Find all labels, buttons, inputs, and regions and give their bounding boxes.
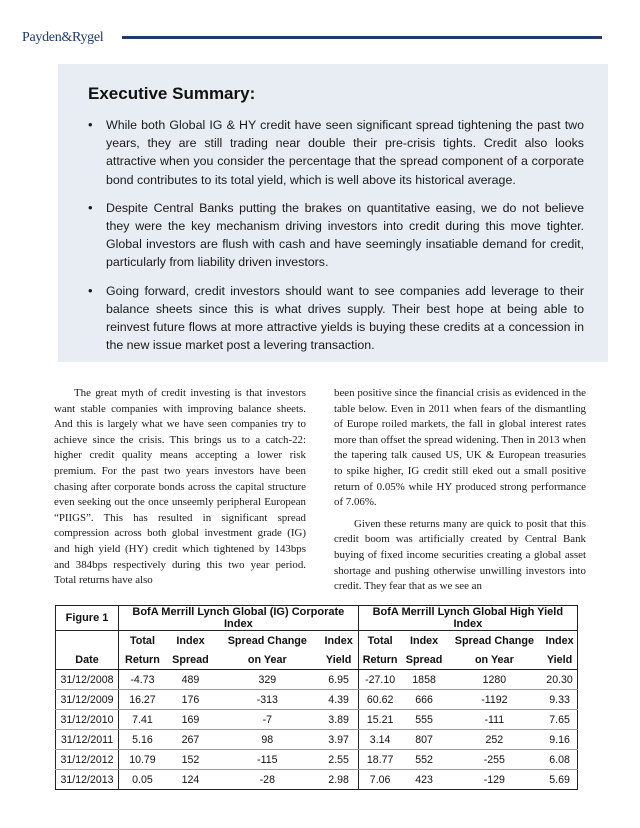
column-header: Index	[320, 631, 359, 651]
table-cell: 423	[402, 770, 447, 790]
bullet-icon: •	[88, 199, 93, 215]
table-cell: 20.30	[542, 670, 577, 690]
date-cell: 31/12/2011	[56, 730, 119, 750]
table-cell: 2.98	[320, 770, 359, 790]
table-cell: -255	[447, 750, 543, 770]
table-cell: 2.55	[320, 750, 359, 770]
column-header	[56, 631, 119, 651]
table-cell: 4.39	[320, 690, 359, 710]
table-cell: 152	[166, 750, 215, 770]
executive-summary-box	[58, 64, 608, 362]
body-paragraph: Given these returns many are quick to posit that this credit boom was artificially created by Central Bank buying of fixed income securities creating a global asset shortage and pushing otherwise unwilling investors into credit. They fear that as we see an	[334, 517, 586, 593]
table-cell: -115	[215, 750, 320, 770]
table-cell: -1192	[447, 690, 543, 710]
table-cell: 60.62	[358, 690, 401, 710]
table-cell: -27.10	[358, 670, 401, 690]
table-cell: 15.21	[358, 710, 401, 730]
column-header: Spread Change	[227, 634, 307, 647]
table-cell: 10.79	[119, 750, 166, 770]
table-cell: 6.08	[542, 750, 577, 770]
table-cell: 3.14	[358, 730, 401, 750]
table-cell: -129	[447, 770, 543, 790]
table-row	[56, 750, 578, 770]
table-cell: 6.95	[320, 670, 359, 690]
summary-title: Executive Summary:	[88, 84, 256, 103]
column-header: Spread Change	[454, 634, 534, 647]
table-cell: 124	[166, 770, 215, 790]
summary-bullet	[88, 282, 584, 355]
figure-label: Figure 1	[56, 606, 119, 631]
table-cell: 0.05	[119, 770, 166, 790]
table-cell: 267	[166, 730, 215, 750]
body-paragraph: The great myth of credit investing is that investors want stable companies with improving balance sheets. And this is largely what we have seen companies try to achieve since the crisis. This brings us to a catch-22: higher credit quality means accepting a lower risk premium. For the past two years investors have been chasing after corporate bonds across the capital structure even seeking out the once unseemly peripheral European “PIIGS”. This has resulted in significant spread compression across both global investment grade (IG) and high yield (HY) credit which tightened by 143bps and 384bps respectively during this two year period. Total returns have also	[54, 387, 306, 587]
date-cell: 31/12/2010	[56, 710, 119, 730]
bullet-text: Despite Central Banks putting the brakes on quantitative easing, we do not believe they were the key mechanism driving investors into credit during this move tighter. Global investors are flush with cash and have seemingly insatiable demand for credit, particularly from liability driven investors.	[106, 200, 584, 270]
table-cell: 329	[215, 670, 320, 690]
hy-index-title: BofA Merrill Lynch Global High Yield Index	[358, 606, 577, 631]
date-cell: 31/12/2008	[56, 670, 119, 690]
column-header: Spread	[166, 650, 215, 670]
summary-bullet	[88, 199, 584, 272]
body-paragraph: been positive since the financial crisis as evidenced in the table below. Even in 2011 when fears of the dismantling of Europe roiled markets, the fall in global interest rates more than offset the spread widening. Then in 2013 when the tapering talk caused US, UK & European treasuries to spike higher, IG credit still eked out a small positive return of 0.05% while HY produced strong performance of 7.06%.	[334, 387, 586, 509]
table-cell: 98	[215, 730, 320, 750]
table-cell: 489	[166, 670, 215, 690]
brand-logo: Payden&Rygel	[22, 30, 104, 45]
table-cell: -4.73	[119, 670, 166, 690]
summary-bullets	[88, 116, 584, 364]
column-header: Date	[56, 650, 119, 670]
table-cell: 9.16	[542, 730, 577, 750]
table-cell: -111	[447, 710, 543, 730]
bullet-text: While both Global IG & HY credit have seen significant spread tightening the past two years, they are still trading near double their pre-crisis tights. Credit also looks attractive when you consider the percentage that the spread component of a corporate bond contributes to its total yield, which is well above its historical average.	[106, 118, 584, 187]
table-cell: 3.89	[320, 710, 359, 730]
table-cell: 5.69	[542, 770, 577, 790]
column-header: Total	[367, 634, 393, 647]
table-cell: 1858	[402, 670, 447, 690]
column-header: Index	[409, 634, 439, 647]
table-cell: 252	[447, 730, 543, 750]
table-cell: 5.16	[119, 730, 166, 750]
body-column-right	[334, 386, 586, 595]
table-cell: 555	[402, 710, 447, 730]
returns-table	[55, 605, 578, 790]
bullet-text: Going forward, credit investors should want to see companies add leverage to their balance sheets since this is what drives supply. Their best hope at being able to reinvest future flows at more attractive yields is buying these credits at a concession in the new issue market post a levering transaction.	[106, 283, 584, 353]
table-cell: -313	[215, 690, 320, 710]
bullet-icon: •	[88, 117, 93, 132]
column-header: Return	[119, 650, 166, 670]
table-cell: 7.06	[358, 770, 401, 790]
header-rule	[122, 36, 602, 39]
date-cell: 31/12/2012	[56, 750, 119, 770]
column-header: Total	[129, 634, 155, 647]
body-column-left	[54, 386, 306, 589]
date-cell: 31/12/2009	[56, 690, 119, 710]
table-cell: 18.77	[358, 750, 401, 770]
table-cell: 7.41	[119, 710, 166, 730]
column-header: Index	[176, 634, 205, 647]
summary-bullet	[88, 116, 584, 189]
table-cell: -7	[215, 710, 320, 730]
column-header: Yield	[320, 650, 359, 670]
table-cell: 552	[402, 750, 447, 770]
table-row	[56, 670, 578, 690]
figure-1-table	[55, 605, 578, 790]
column-header: on Year	[447, 650, 543, 670]
column-header: Return	[358, 650, 401, 670]
table-cell: 7.65	[542, 710, 577, 730]
table-cell: 16.27	[119, 690, 166, 710]
table-row	[56, 730, 578, 750]
table-cell: -28	[215, 770, 320, 790]
ig-index-title: BofA Merrill Lynch Global (IG) Corporate Index	[119, 606, 359, 631]
table-cell: 3.97	[320, 730, 359, 750]
table-cell: 176	[166, 690, 215, 710]
bullet-icon: •	[88, 282, 93, 298]
table-cell: 807	[402, 730, 447, 750]
date-cell: 31/12/2013	[56, 770, 119, 790]
table-row	[56, 770, 578, 790]
table-row	[56, 690, 578, 710]
table-cell: 666	[402, 690, 447, 710]
column-header: on Year	[215, 650, 320, 670]
table-cell: 169	[166, 710, 215, 730]
column-header: Index	[542, 631, 577, 651]
table-cell: 9.33	[542, 690, 577, 710]
column-header: Spread	[402, 650, 447, 670]
table-row	[56, 710, 578, 730]
column-header: Yield	[542, 650, 577, 670]
table-cell: 1280	[447, 670, 543, 690]
table-body	[56, 670, 578, 790]
